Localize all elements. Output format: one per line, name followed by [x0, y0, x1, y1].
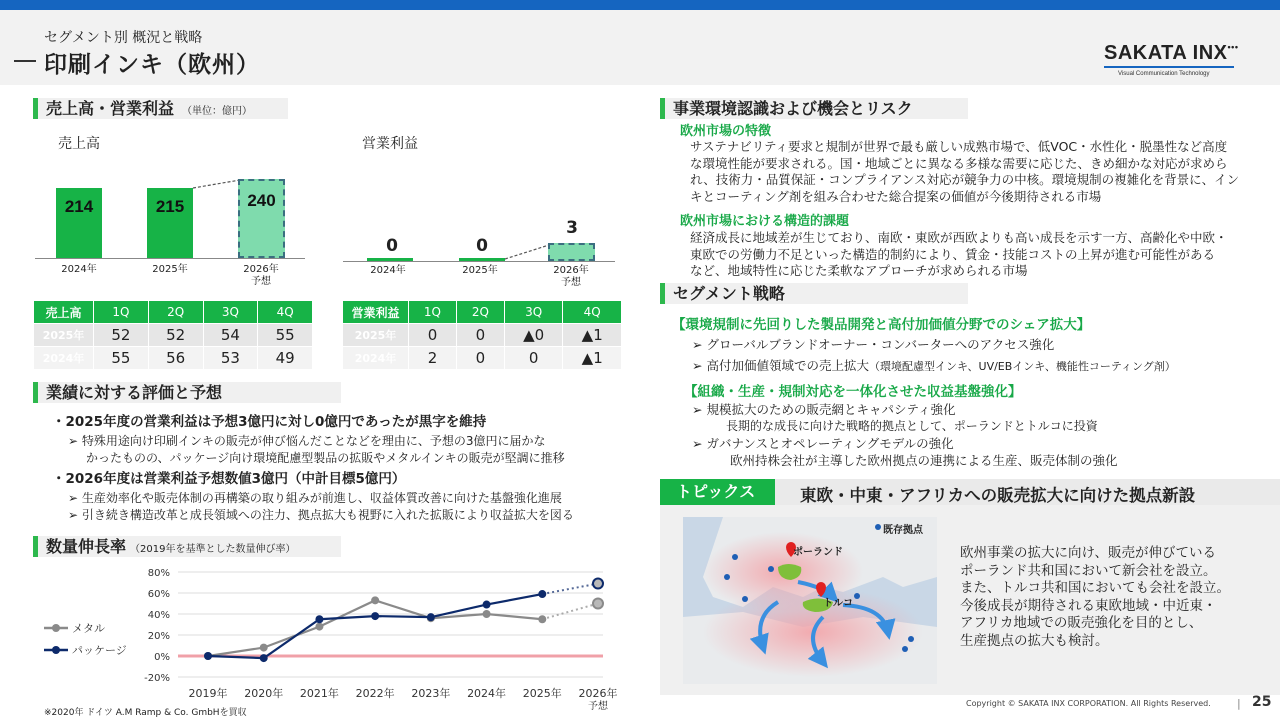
env-p1-line: な環境性能が要求される。国・地域ごとに異なる多様な需要に応じた、きめ細かな対応が求めら: [690, 155, 1228, 171]
eval-bullet-1: ・2025年度の営業利益は予想3億円に対し0億円であったが黒字を維持: [52, 414, 487, 430]
strategy-section-title: セグメント戦略: [660, 283, 968, 304]
table-cell: 52: [148, 324, 203, 347]
series-point: [538, 590, 546, 598]
series-line-1: [208, 600, 542, 656]
logo-underline: [1104, 66, 1234, 68]
table-header: 4Q: [258, 301, 313, 324]
sales-bar-2024: 214: [56, 188, 102, 258]
eval-bullet-2-detail-2: ➢ 引き続き構造改革と成長領域への注力、拠点拡大も視野に入れた拡販により収益拡大を図る: [68, 508, 574, 522]
profit-year-2025: 2025年: [462, 265, 498, 276]
page-subtitle: セグメント別 概況と戦略: [44, 30, 203, 46]
series-point: [371, 596, 379, 604]
table-cell: ▲1: [563, 324, 622, 347]
x-tick-sublabel: 予想: [588, 701, 608, 712]
sales-chart-label: 売上高: [58, 136, 100, 152]
series-point: [427, 613, 435, 621]
page-header: [0, 10, 1280, 85]
profit-value-2024: 0: [386, 236, 398, 256]
series-point: [593, 599, 603, 609]
volume-line-chart: [30, 560, 630, 716]
table-cell: 54: [203, 324, 258, 347]
table-header: 営業利益: [343, 301, 409, 324]
x-tick-label: 2024年: [467, 687, 507, 700]
eval-section-title: 業績に対する評価と予想: [33, 382, 341, 403]
env-heading-1: 欧州市場の特徴: [680, 124, 772, 139]
series-point: [538, 615, 546, 623]
sales-year-2026: 2026年 予想: [243, 264, 279, 287]
profit-value-2026: 3: [566, 218, 578, 238]
strategy-heading-1: 【環境規制に先回りした製品開発と高付加価値分野でのシェア拡大】: [672, 317, 1091, 333]
y-tick-label: 40%: [147, 610, 170, 621]
x-tick-label: 2021年: [299, 687, 339, 700]
env-p1-line: サステナビリティ要求と規制が世界で最も厳しい成熟市場で、低VOC・水性化・脱墨性など高度: [690, 139, 1228, 154]
table-cell: 53: [203, 347, 258, 370]
sales-section-title: 売上高・営業利益 （単位：億円）: [33, 98, 288, 119]
x-tick-label: 2023年: [411, 687, 451, 700]
profit-year-2026: 2026年 予想: [553, 265, 589, 288]
eval-bullet-2-detail-1: ➢ 生産効率化や販売体制の再構築の取り組みが前進し、収益体質改善に向けた基盤強化進展: [68, 491, 562, 505]
table-header: 4Q: [563, 301, 622, 324]
x-tick-label: 2025年: [522, 687, 562, 700]
env-p1-line: れ、技術力・品質保証・コンプライアンス対応が競争力の中核。環境規制の複雑化を背景に、イン: [690, 172, 1240, 187]
strategy-item-4: ➢ ガバナンスとオペレーティングモデルの強化: [692, 436, 954, 451]
table-cell: ▲1: [563, 347, 622, 370]
footer-separator: |: [1237, 697, 1241, 710]
volume-footnote: ※2020年 ドイツ A.M Ramp & Co. GmbHを買収: [44, 708, 247, 718]
y-tick-label: 20%: [147, 631, 170, 642]
eval-bullet-1-detail-2: かったものの、パッケージ向け環境配慮型製品の拡販やメタルインキの販売が堅調に推移: [86, 451, 565, 465]
profit-quarter-table: [342, 300, 622, 370]
table-cell: 0: [504, 347, 563, 370]
series-point: [593, 579, 603, 589]
env-p2-line: など、地域特性に応じた柔軟なアプローチが求められる市場: [690, 263, 1028, 278]
sales-axis: [35, 258, 305, 259]
eval-bullet-2: ・2026年度は営業利益予想数値3億円（中計目標5億円）: [52, 471, 406, 487]
top-accent-bar: [0, 0, 1280, 10]
row-header: 2024年: [34, 347, 94, 370]
table-cell: 56: [148, 347, 203, 370]
copyright: Copyright © SAKATA INX CORPORATION. All Rights Reserved.: [966, 699, 1211, 708]
y-tick-label: 60%: [147, 589, 170, 600]
topics-label: トピックス: [660, 479, 775, 505]
volume-section-title: 数量伸長率 （2019年を基準とした数量伸び率）: [33, 536, 341, 557]
series-point: [371, 612, 379, 620]
table-cell: 49: [258, 347, 313, 370]
map-label-turkey: トルコ: [823, 598, 853, 609]
table-cell: ▲0: [504, 324, 563, 347]
series-point: [260, 654, 268, 662]
page-number: 25: [1252, 694, 1272, 710]
profit-axis: [343, 261, 615, 262]
profit-value-2025: 0: [476, 236, 488, 256]
env-p2-line: 経済成長に地域差が生じており、南欧・東欧が西欧よりも高い成長を示す一方、高齢化や中欧・: [690, 230, 1228, 245]
table-cell: 52: [94, 324, 149, 347]
header-dash: [14, 60, 36, 62]
topics-title: 東欧・中東・アフリカへの販売拡大に向けた拠点新設: [800, 486, 1196, 505]
table-header: 2Q: [148, 301, 203, 324]
y-tick-label: -20%: [144, 673, 170, 684]
legend-marker: [52, 646, 60, 654]
profit-trend-dash: [503, 242, 551, 262]
logo-tagline: Visual Communication Technology: [1118, 71, 1210, 77]
table-header: 1Q: [409, 301, 457, 324]
company-logo: SAKATA INX•••: [1104, 42, 1239, 64]
table-header: 3Q: [203, 301, 258, 324]
table-cell: 55: [94, 347, 149, 370]
env-paragraph-2: [690, 230, 1270, 280]
series-forecast-line-2: [542, 584, 598, 595]
profit-bar-2026-forecast: [548, 243, 595, 261]
x-tick-label: 2020年: [244, 687, 284, 700]
table-cell: 0: [456, 347, 504, 370]
series-point: [260, 644, 268, 652]
topics-text-line: 生産拠点の拡大も検討。: [960, 632, 1109, 649]
env-section-title: 事業環境認識および機会とリスク: [660, 98, 968, 119]
env-paragraph-1: [690, 139, 1270, 205]
topics-text-line: 欧州事業の拡大に向け、販売が伸びている: [960, 545, 1216, 561]
topics-text-line: 今後成長が期待される東欧地域・中近東・: [960, 597, 1217, 614]
row-header: 2025年: [34, 324, 94, 347]
series-forecast-line-1: [542, 604, 598, 620]
table-header: 売上高: [34, 301, 94, 324]
x-tick-label: 2026年: [578, 687, 618, 700]
topics-text-line: また、トルコ共和国においても会社を設立。: [960, 580, 1230, 596]
series-point: [483, 601, 491, 609]
table-cell: 55: [258, 324, 313, 347]
series-point: [315, 623, 323, 631]
strategy-item-2: ➢ 高付加価値領域での売上拡大（環境配慮型インキ、UV/EBインキ、機能性コーティング剤）: [692, 358, 1176, 373]
sales-year-2025: 2025年: [152, 264, 188, 275]
y-tick-label: 0%: [154, 652, 170, 663]
series-point: [204, 652, 212, 660]
table-cell: 0: [456, 324, 504, 347]
map-label-poland: ポーランド: [793, 547, 843, 558]
sales-quarter-table: [33, 300, 313, 370]
series-point: [483, 610, 491, 618]
topics-text-line: ポーランド共和国において新会社を設立。: [960, 562, 1217, 579]
profit-chart-label: 営業利益: [362, 136, 418, 152]
sales-bar-2026-forecast: 240: [238, 179, 285, 258]
table-header: 3Q: [504, 301, 563, 324]
legend-label: パッケージ: [72, 644, 127, 657]
profit-year-2024: 2024年: [370, 265, 406, 276]
eval-bullet-1-detail-1: ➢ 特殊用途向け印刷インキの販売が伸び悩んだことなどを理由に、予想の3億円に届かな: [68, 434, 546, 448]
row-header: 2024年: [343, 347, 409, 370]
strategy-item-4-detail: 欧州持株会社が主導した欧州拠点の連携による生産、販売体制の強化: [730, 453, 1118, 468]
sales-bar-2025: 215: [147, 188, 193, 258]
table-cell: 2: [409, 347, 457, 370]
strategy-heading-2: 【組織・生産・規制対応を一体化させた収益基盤強化】: [684, 384, 1022, 400]
strategy-item-3: ➢ 規模拡大のための販売網とキャパシティ強化: [692, 402, 956, 417]
legend-marker: [52, 624, 60, 632]
sales-trend-dash: [190, 178, 244, 190]
env-heading-2: 欧州市場における構造的課題: [680, 214, 850, 229]
topics-text-line: アフリカ地域での販売強化を目的とし、: [960, 615, 1203, 631]
table-cell: 0: [409, 324, 457, 347]
legend-label: メタル: [72, 622, 105, 635]
topics-text: [960, 545, 1275, 650]
page-title: 印刷インキ（欧州）: [44, 52, 260, 78]
map-legend-existing: 既存拠点: [883, 525, 923, 536]
y-tick-label: 80%: [147, 568, 170, 579]
x-tick-label: 2022年: [355, 687, 395, 700]
strategy-item-1: ➢ グローバルブランドオーナー・コンバーターへのアクセス強化: [692, 337, 1055, 352]
row-header: 2025年: [343, 324, 409, 347]
sales-year-2024: 2024年: [61, 264, 97, 275]
env-p2-line: 東欧での労働力不足といった構造的制約により、賃金・技能コストの上昇が進む可能性がある: [690, 246, 1216, 262]
x-tick-label: 2019年: [188, 687, 228, 700]
table-header: 2Q: [456, 301, 504, 324]
strategy-item-3-detail: 長期的な成長に向けた戦略的拠点として、ポーランドとトルコに投資: [726, 419, 1098, 433]
table-header: 1Q: [94, 301, 149, 324]
env-p1-line: キとコーティング剤を組み合わせた総合提案の価値が今後期待される市場: [690, 188, 1102, 204]
series-point: [315, 615, 323, 623]
